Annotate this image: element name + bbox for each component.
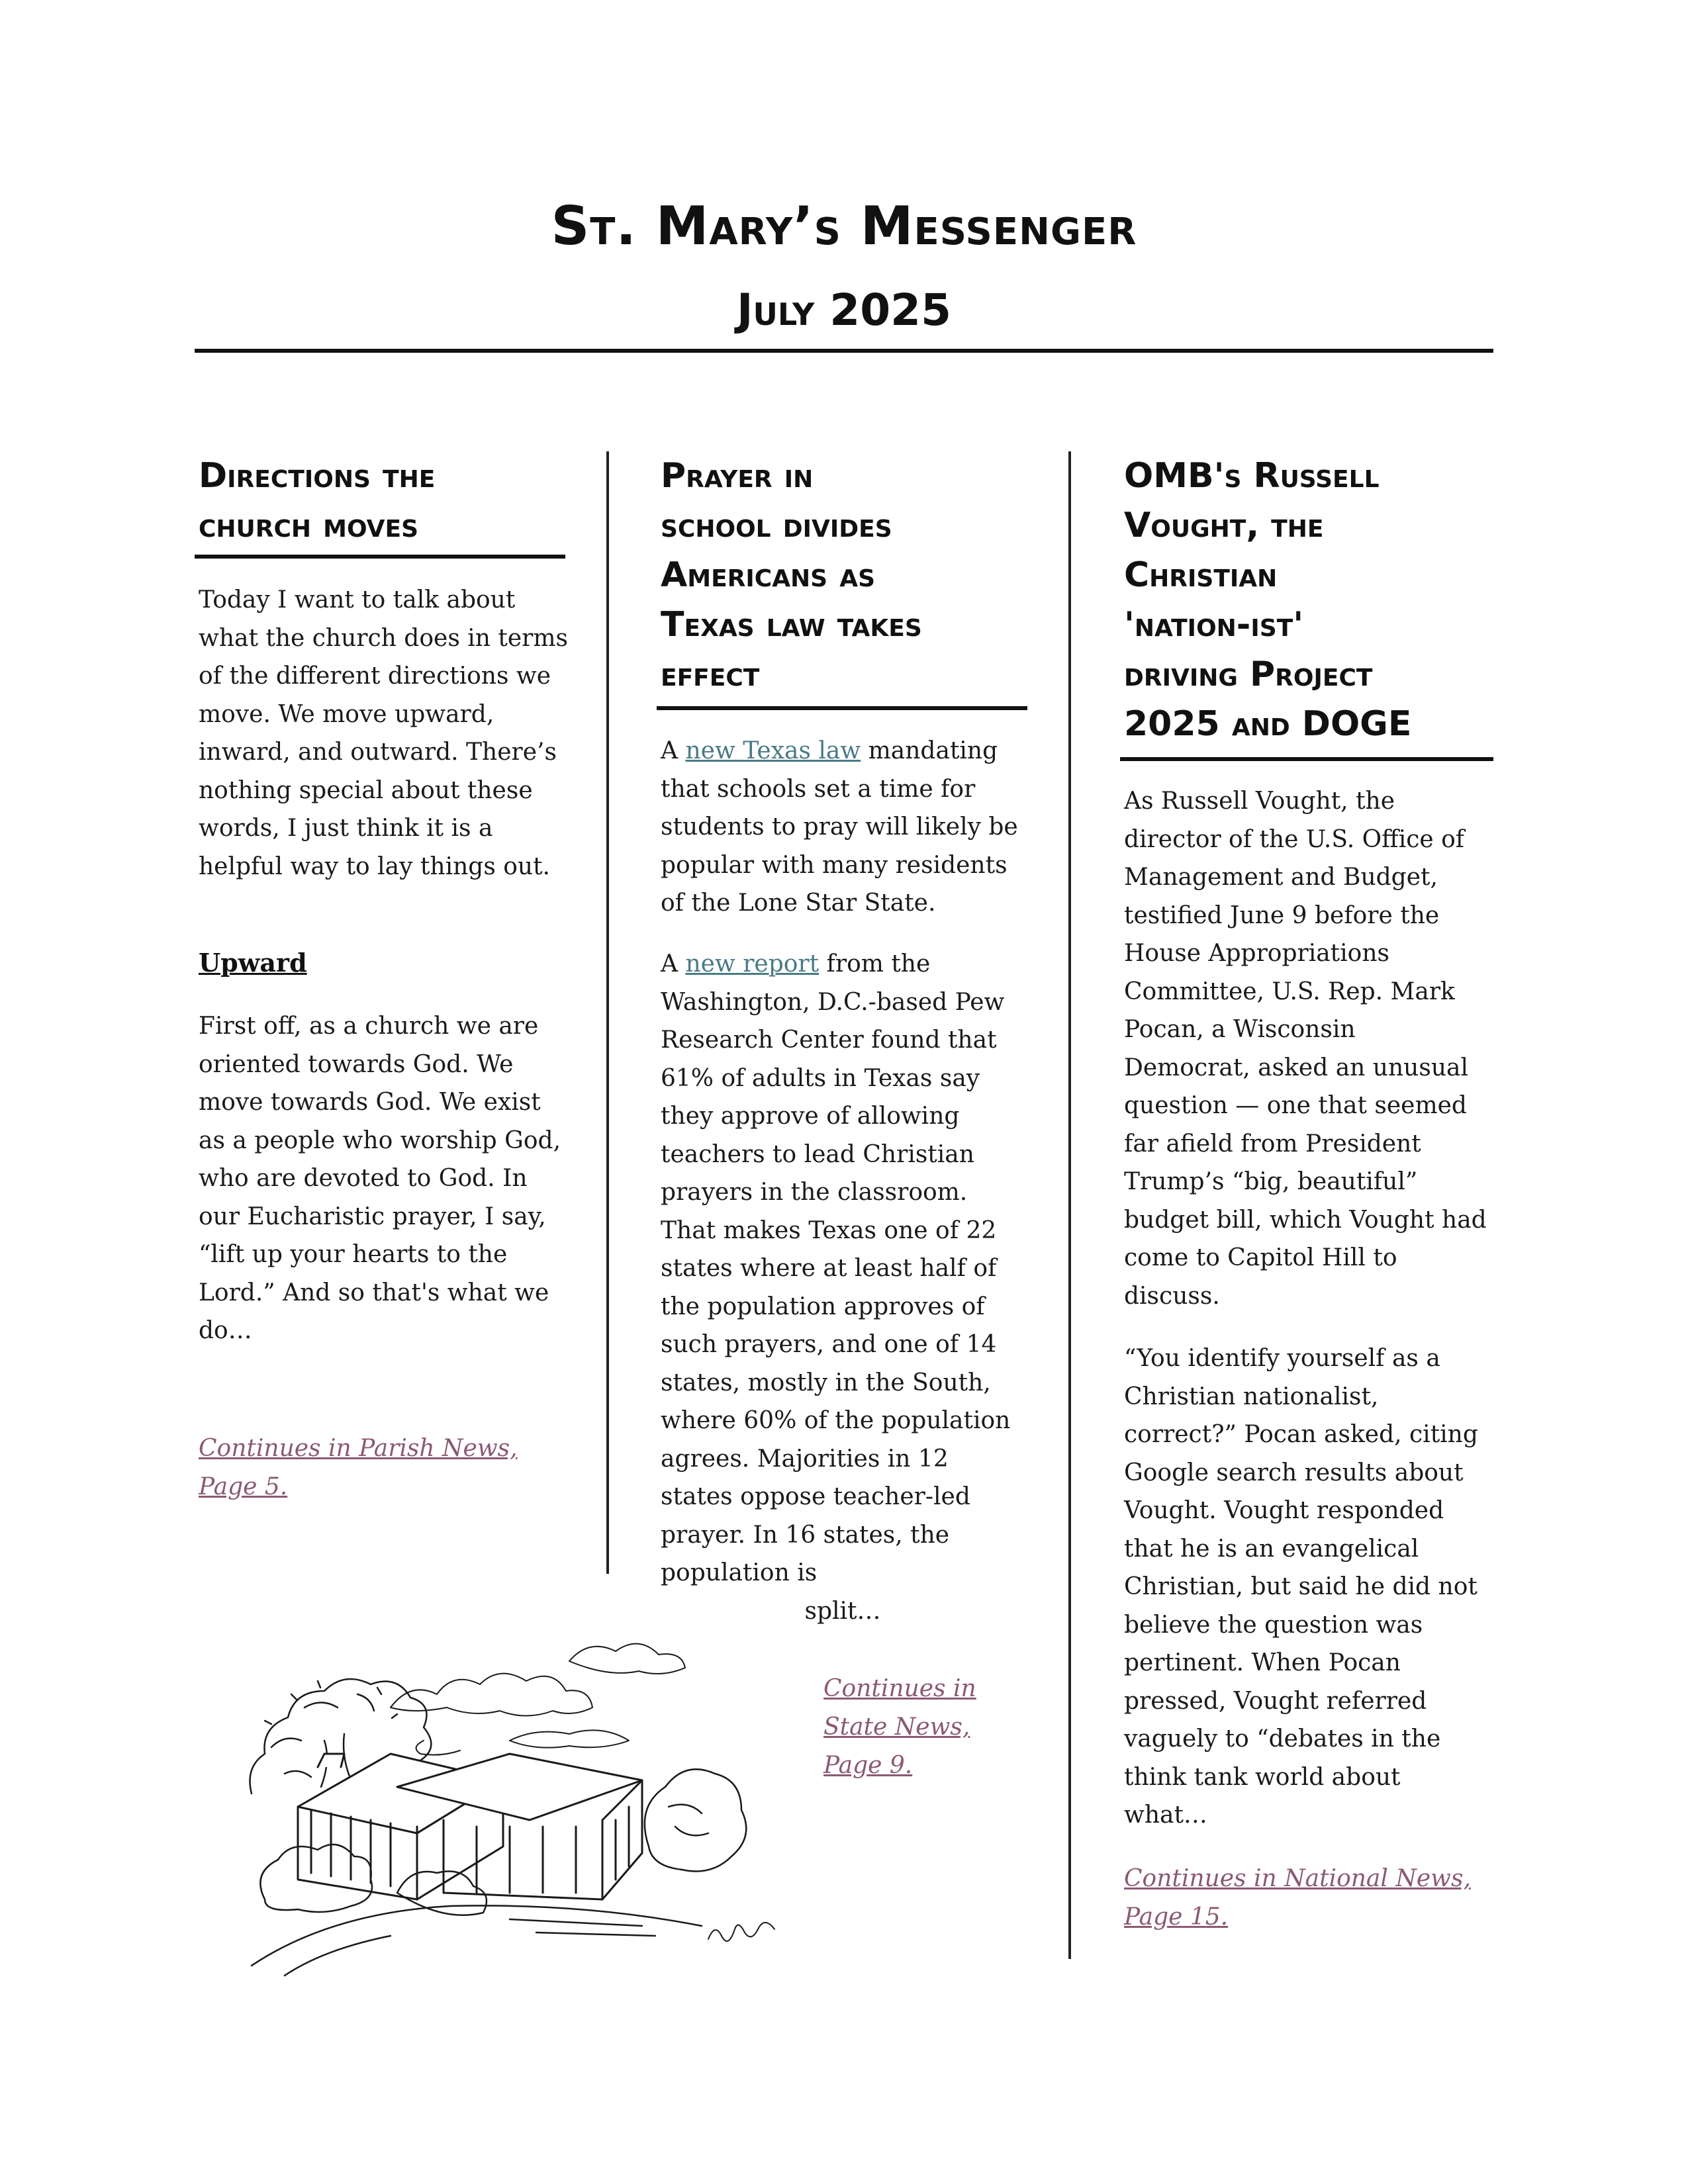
article-2-paragraph-1: A new Texas law mandating that schools set a time for students to pray will likely be popular with many residents of the Lone Star State. [661, 737, 1018, 917]
article-1-subhead: Upward [199, 948, 307, 978]
article-1-intro: Today I want to talk about what the church does in terms of the different directions we move. We move upward, inward, and outward. There’s nothing special about these words, I just think it is a helpful way to lay things out. [199, 586, 568, 880]
article-1-continue-link[interactable]: Continues in Parish News, Page 5. [199, 1435, 518, 1500]
article-2-continue-link[interactable]: Continues in State News, Page 9. [823, 1675, 976, 1779]
article-3-continue-link[interactable]: Continues in National News, Page 15. [1124, 1865, 1471, 1931]
new-report-link[interactable]: new report [685, 950, 820, 978]
new-texas-law-link[interactable]: new Texas law [685, 737, 861, 764]
ground-path [252, 1905, 702, 1976]
article-3-headline: OMB's Russell Vought, the Christian 'nation-ist' driving Project 2025 and DOGE [1124, 456, 1412, 744]
issue-date: July 2025 [736, 285, 952, 336]
newsletter-title: St. Mary’s Messenger [551, 195, 1137, 257]
article-3-paragraph-1: As Russell Vought, the director of the U.S. Office of Management and Budget, testified June 9 before the House Appropriations Committee, U.S. Rep. Mark Pocan, a Wisconsin Democrat, asked an unusual question — one that seemed far afield from President Trump’s “big, beautiful” budget bill, which Vought had come to Capitol Hill to discuss. [1124, 788, 1487, 1310]
article-2-paragraph-2: A new report from the Washington, D.C.-based Pew Research Center found that 61% of adults in Texas say they approve of allowing teachers to lead Christian prayers in the classroom. That makes Texas one of 22 states where at least half of the population approves of such prayers, and one of 14 states, mostly in the South, where 60% of the population agrees. Majorities in 12 states oppose teacher-led prayer. In 16 states, the population is split… [661, 950, 1011, 1625]
masthead-rule [195, 349, 1493, 353]
church-sketch-illustration [225, 1608, 814, 1979]
clouds [391, 1644, 685, 1755]
article-3-headline-rule [1120, 757, 1493, 761]
article-1-body: First off, as a church we are oriented towards God. We move towards God. We exist as a people who worship God, who are devoted to God. In our Eucharistic prayer, I say, “lift up your hearts to the Lord.” And so that's what we do… [199, 1013, 561, 1344]
article-1-headline-rule [195, 555, 565, 559]
column-divider-left [606, 451, 609, 1574]
column-divider-right [1068, 451, 1071, 1959]
article-2-headline: Prayer in school divides Americans as Texas law takes effect [661, 456, 922, 694]
artist-signature [708, 1923, 774, 1941]
article-3-paragraph-2: “You identify yourself as a Christian nationalist, correct?” Pocan asked, citing Google search results about Vought. Vought responded that he is an evangelical Christian, but said he did not believe the question was pertinent. When Pocan pressed, Vought referred vaguely to “debates in the think tank world about what… [1124, 1345, 1478, 1829]
article-1-headline: Directions the church moves [199, 456, 436, 545]
article-2-headline-rule [657, 706, 1027, 710]
